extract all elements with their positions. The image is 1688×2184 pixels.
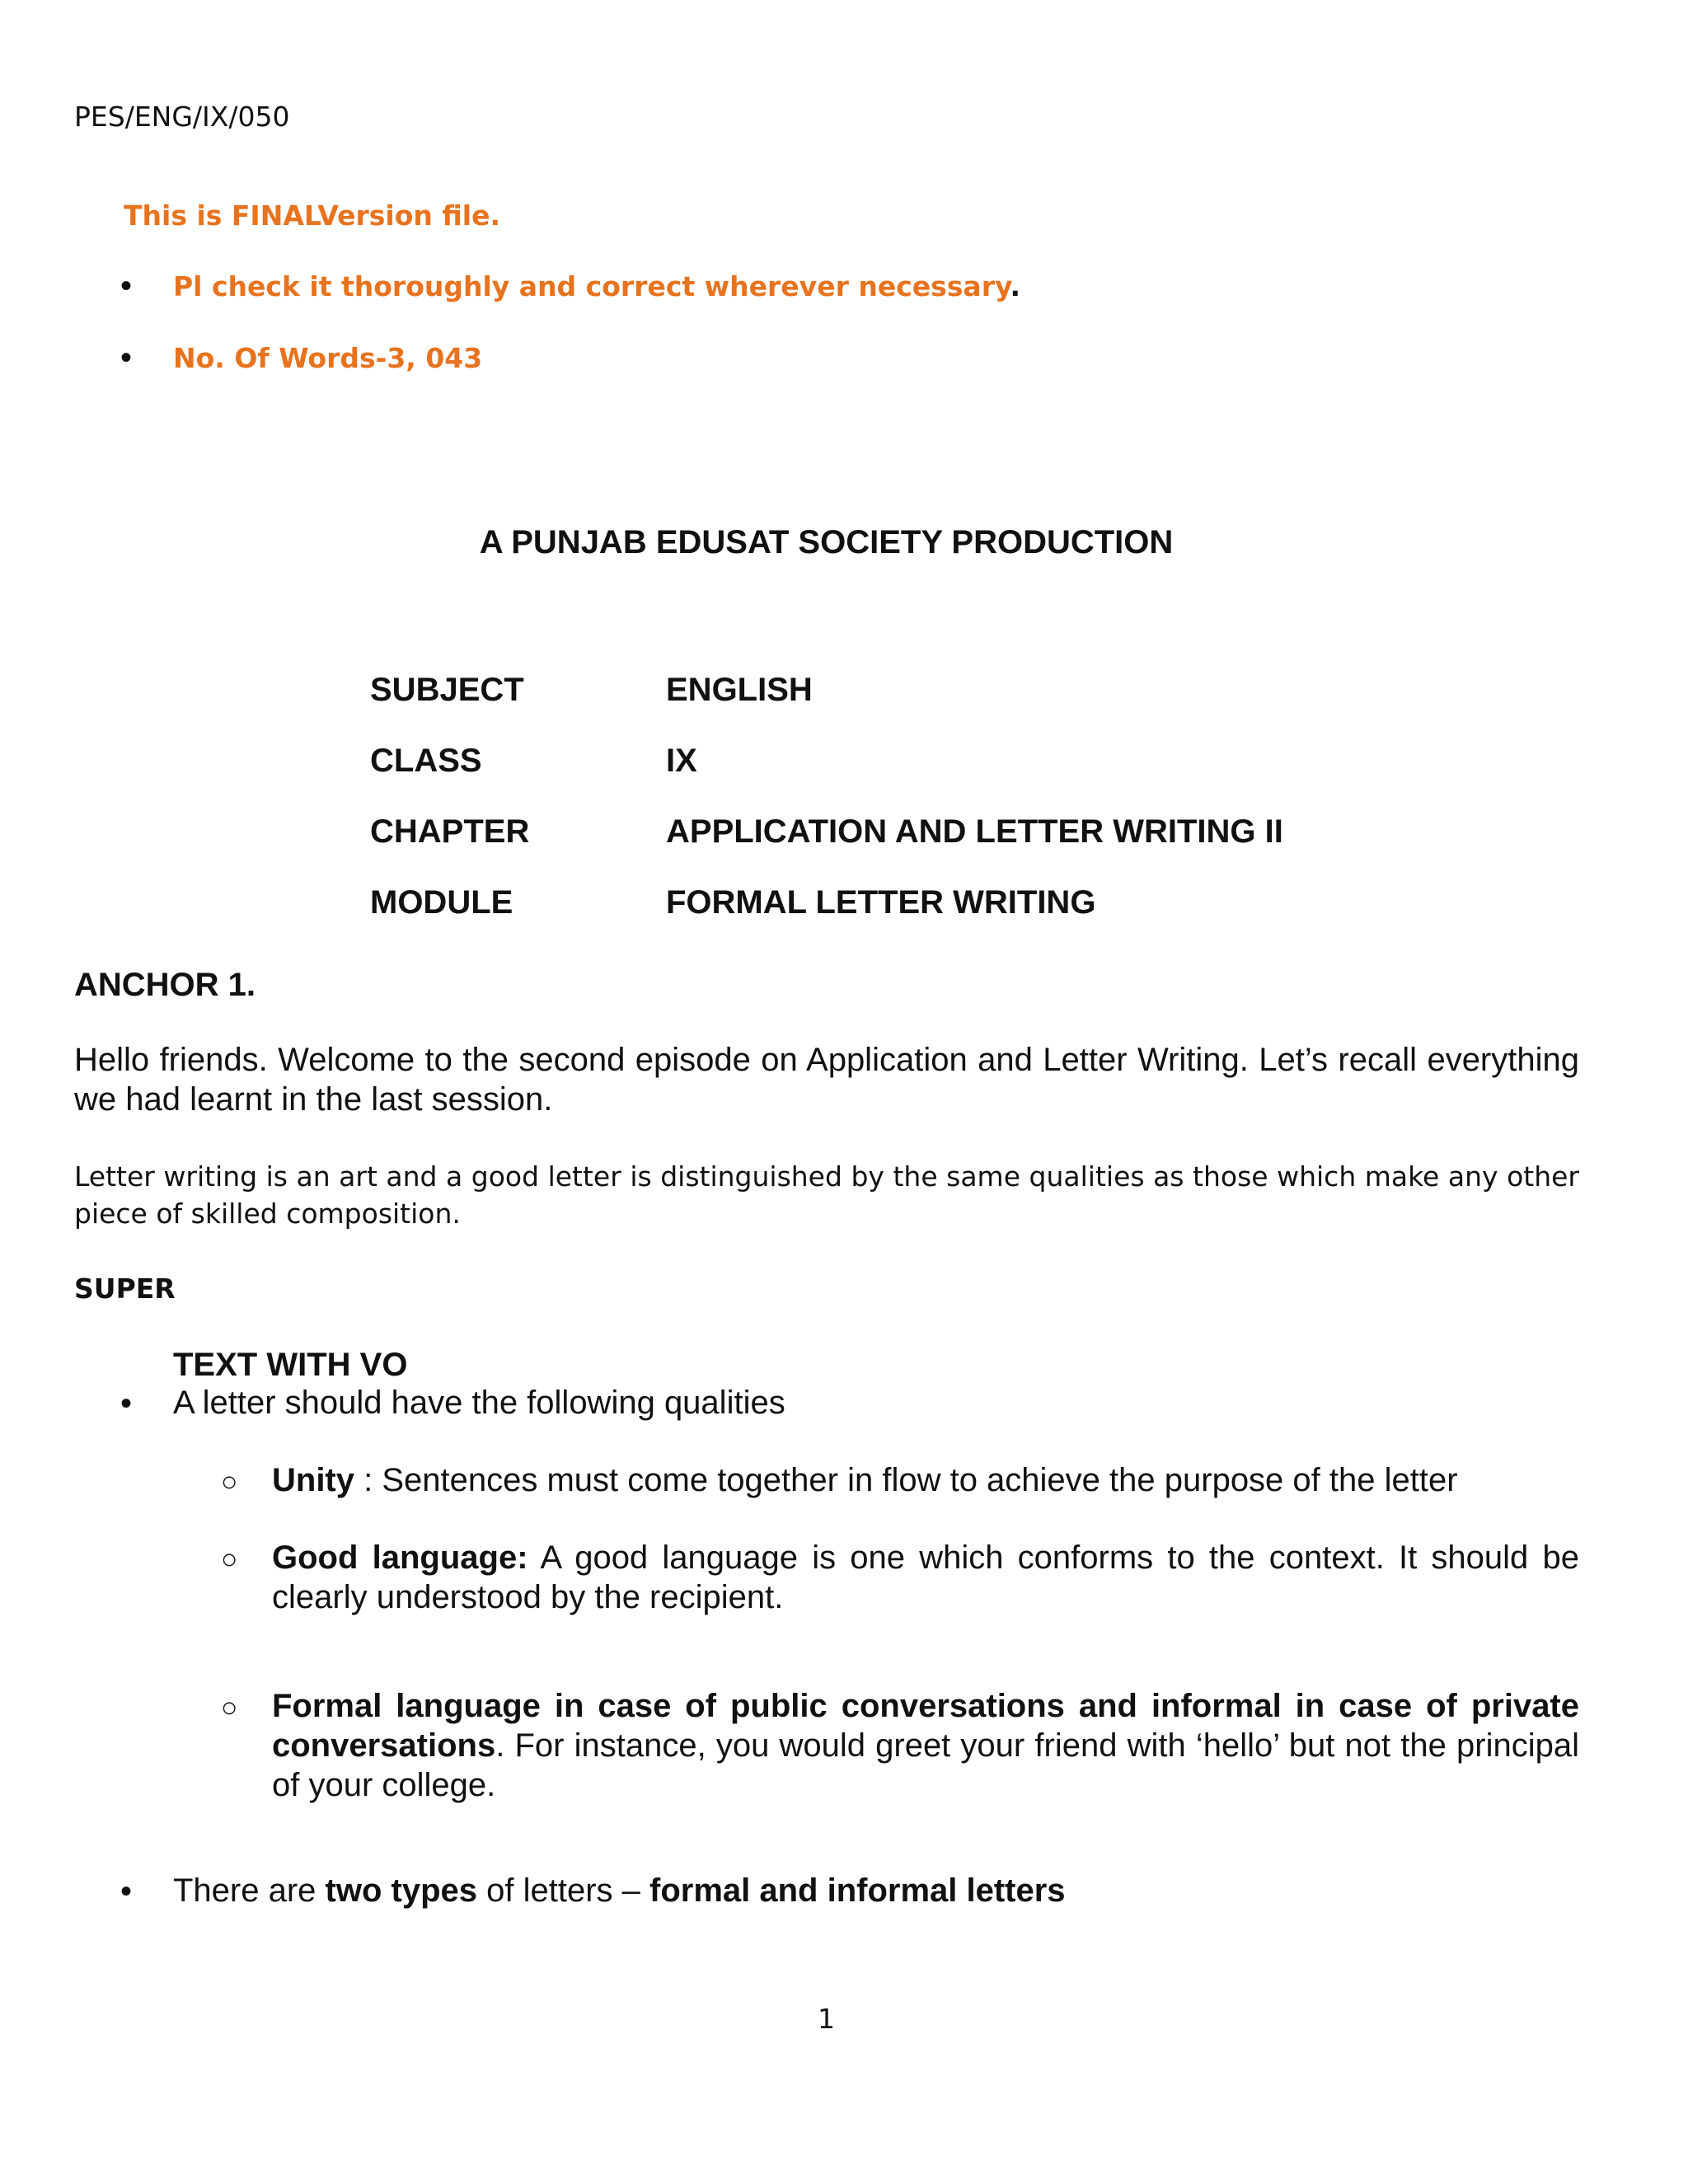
- meta-value-chapter: APPLICATION AND LETTER WRITING II: [666, 813, 1283, 850]
- quality-formal-language: [272, 1686, 1579, 1805]
- letter-types-bold: two types: [325, 1872, 478, 1909]
- quality-good-language: [272, 1538, 1579, 1617]
- letter-types-bold: formal and informal letters: [649, 1872, 1066, 1909]
- meta-label-subject: SUBJECT: [370, 672, 524, 708]
- qualities-intro: A letter should have the following qualities: [173, 1385, 785, 1421]
- anchor-heading: ANCHOR 1.: [74, 967, 256, 1003]
- quality-text: . For instance, you would greet your friend with ‘hello’ but not the principal of your college.: [272, 1727, 1579, 1803]
- quality-text: : Sentences must come together in flow to achieve the purpose of the letter: [354, 1462, 1458, 1498]
- bullet-icon: •: [120, 268, 133, 304]
- quality-text: A good language is one which conforms to the context. It should be clearly understood by the recipient.: [272, 1540, 1579, 1615]
- letter-types-text: of letters –: [477, 1872, 649, 1909]
- bullet-icon: •: [120, 1385, 133, 1422]
- bullet-icon: •: [120, 340, 133, 376]
- meta-label-module: MODULE: [370, 884, 513, 921]
- text-with-vo-heading: TEXT WITH VO: [173, 1347, 408, 1383]
- meta-label-chapter: CHAPTER: [370, 813, 530, 850]
- note-item-suffix: .: [1010, 270, 1021, 302]
- meta-value-class: IX: [666, 743, 697, 779]
- note-item-word-count: [173, 342, 482, 374]
- bullet-icon: •: [120, 1873, 133, 1910]
- document-code: PES/ENG/IX/050: [74, 101, 290, 133]
- super-label: SUPER: [74, 1272, 176, 1305]
- page-number: 1: [818, 2003, 835, 2035]
- circle-bullet-icon: ○: [221, 1544, 238, 1575]
- version-note: This is FINALVersion file.: [124, 199, 501, 232]
- note-item-check: [173, 270, 1020, 302]
- circle-bullet-icon: ○: [221, 1466, 238, 1497]
- quality-unity: [272, 1460, 1579, 1500]
- quality-term: Good language:: [272, 1540, 528, 1576]
- letter-writing-paragraph: Letter writing is an art and a good letter is distinguished by the same qualities as those which make any other piece of skilled composition.: [74, 1160, 1579, 1230]
- note-item-text: Pl check it thoroughly and correct wherever necessary: [173, 270, 1010, 302]
- quality-term: Formal language in case of public conversations and informal in case of private conversations: [272, 1688, 1579, 1764]
- letter-types-text: There are: [173, 1872, 326, 1909]
- intro-paragraph: Hello friends. Welcome to the second episode on Application and Letter Writing. Let’s recall everything we had learnt in the last session.: [74, 1042, 1579, 1118]
- quality-term: Unity: [272, 1462, 354, 1498]
- meta-value-module: FORMAL LETTER WRITING: [666, 884, 1096, 921]
- meta-value-subject: ENGLISH: [666, 672, 813, 708]
- circle-bullet-icon: ○: [221, 1692, 238, 1723]
- letter-types: [173, 1871, 1066, 1910]
- production-title: A PUNJAB EDUSAT SOCIETY PRODUCTION: [479, 524, 1174, 560]
- meta-label-class: CLASS: [370, 743, 482, 779]
- note-item-text: No. Of Words-3, 043: [173, 342, 483, 374]
